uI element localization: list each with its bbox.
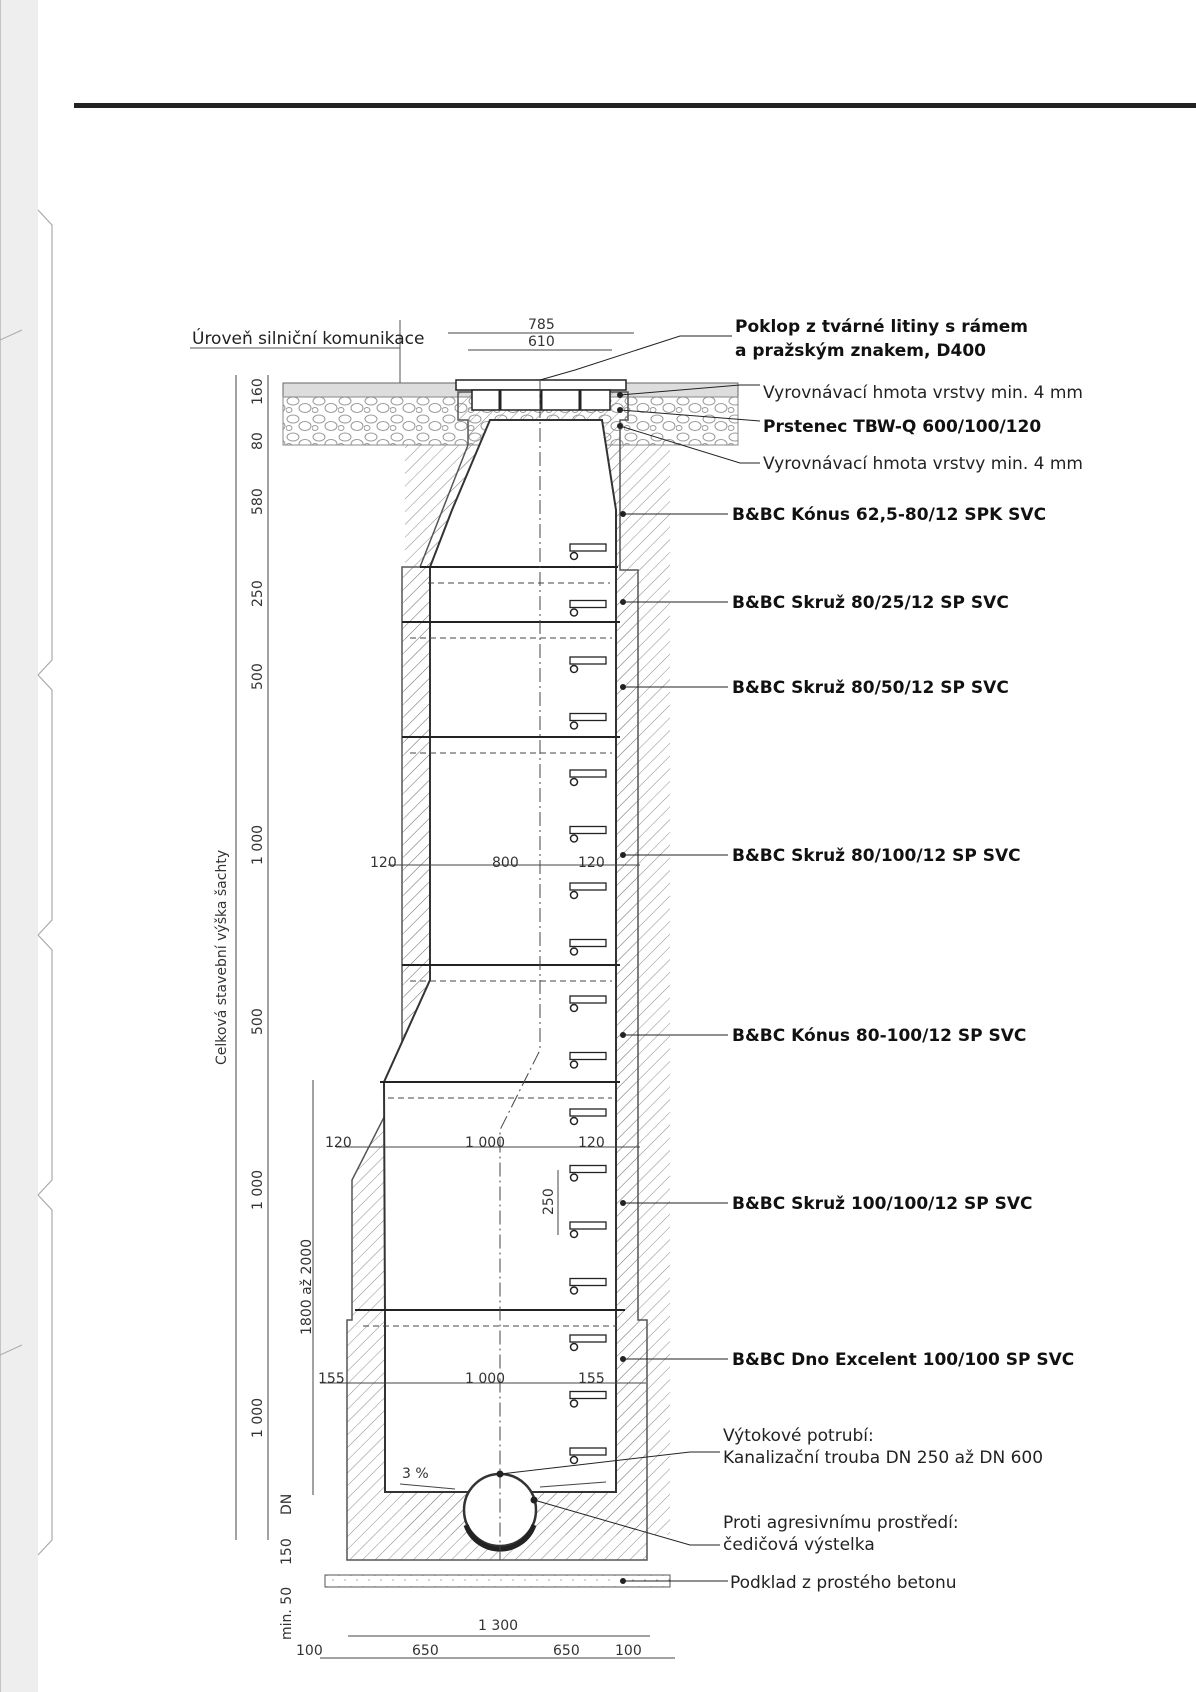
dim-500: 500 — [250, 663, 266, 690]
dim-1000-c: 1 000 — [250, 1397, 266, 1438]
manhole-cover — [456, 380, 626, 410]
label-skruz-2: B&BC Skruž 80/50/12 SP SVC — [732, 678, 1009, 698]
label-leveling-2: Vyrovnávací hmota vrstvy min. 4 mm — [763, 454, 1083, 474]
dim-160: 160 — [250, 378, 266, 405]
w1-b: 800 — [492, 855, 519, 871]
label-skruz-4: B&BC Skruž 100/100/12 SP SVC — [732, 1194, 1033, 1214]
step-dim: 250 — [541, 1188, 557, 1215]
dim-1000-a: 1 000 — [250, 824, 266, 865]
road-level-label: Úroveň silniční komunikace — [192, 329, 425, 349]
dim-500-b: 500 — [250, 1008, 266, 1035]
dim-785: 785 — [528, 317, 555, 333]
binder-tabs — [0, 0, 52, 1692]
label-cone-2: B&BC Kónus 80-100/12 SP SVC — [732, 1026, 1027, 1046]
w3-a: 155 — [318, 1371, 345, 1387]
dim-580: 580 — [250, 488, 266, 515]
label-outlet-1: Výtokové potrubí: — [723, 1426, 874, 1446]
label-lining-1: Proti agresivnímu prostředí: — [723, 1513, 959, 1533]
dim-dn: DN — [279, 1493, 295, 1515]
dim-1000-b: 1 000 — [250, 1169, 266, 1210]
dim-650-b: 650 — [553, 1643, 580, 1659]
road-level — [190, 320, 424, 383]
w3-b: 1 000 — [465, 1371, 506, 1387]
label-cone-1: B&BC Kónus 62,5-80/12 SPK SVC — [732, 505, 1047, 525]
dim-1800-2000: 1800 až 2000 — [299, 1238, 315, 1335]
dim-650-a: 650 — [412, 1643, 439, 1659]
dim-100-b: 100 — [615, 1643, 642, 1659]
dim-1300: 1 300 — [478, 1618, 519, 1634]
label-base: B&BC Dno Excelent 100/100 SP SVC — [732, 1350, 1075, 1370]
top-dimensions — [448, 317, 634, 350]
w2-b: 1 000 — [465, 1135, 506, 1151]
dim-610: 610 — [528, 334, 555, 350]
dim-80: 80 — [250, 432, 266, 450]
component-labels — [723, 317, 1083, 1593]
dim-min50: min. 50 — [279, 1586, 295, 1640]
slope-label: 3 % — [402, 1466, 429, 1482]
concrete-base — [325, 1575, 670, 1587]
label-skruz-1: B&BC Skruž 80/25/12 SP SVC — [732, 593, 1009, 613]
left-dimension-chain — [214, 375, 315, 1640]
w1-c: 120 — [578, 855, 605, 871]
label-outlet-2: Kanalizační trouba DN 250 až DN 600 — [723, 1448, 1044, 1468]
label-cover-2: a pražským znakem, D400 — [735, 341, 986, 361]
label-ring: Prstenec TBW-Q 600/100/120 — [763, 417, 1042, 437]
label-concrete: Podklad z prostého betonu — [730, 1573, 957, 1593]
w3-c: 155 — [578, 1371, 605, 1387]
total-height-label: Celková stavební výška šachty — [214, 849, 230, 1065]
label-cover-1: Poklop z tvárné litiny s rámem — [735, 317, 1029, 337]
label-leveling-1: Vyrovnávací hmota vrstvy min. 4 mm — [763, 383, 1083, 403]
w2-c: 120 — [578, 1135, 605, 1151]
w2-a: 120 — [325, 1135, 352, 1151]
w1-a: 120 — [370, 855, 397, 871]
bottom-dimensions — [296, 1618, 675, 1659]
header-rule — [74, 103, 1196, 108]
dim-100-a: 100 — [296, 1643, 323, 1659]
label-skruz-3: B&BC Skruž 80/100/12 SP SVC — [732, 846, 1021, 866]
dim-150: 150 — [279, 1538, 295, 1565]
dim-250: 250 — [250, 580, 266, 607]
label-lining-2: čedičová výstelka — [723, 1535, 875, 1555]
